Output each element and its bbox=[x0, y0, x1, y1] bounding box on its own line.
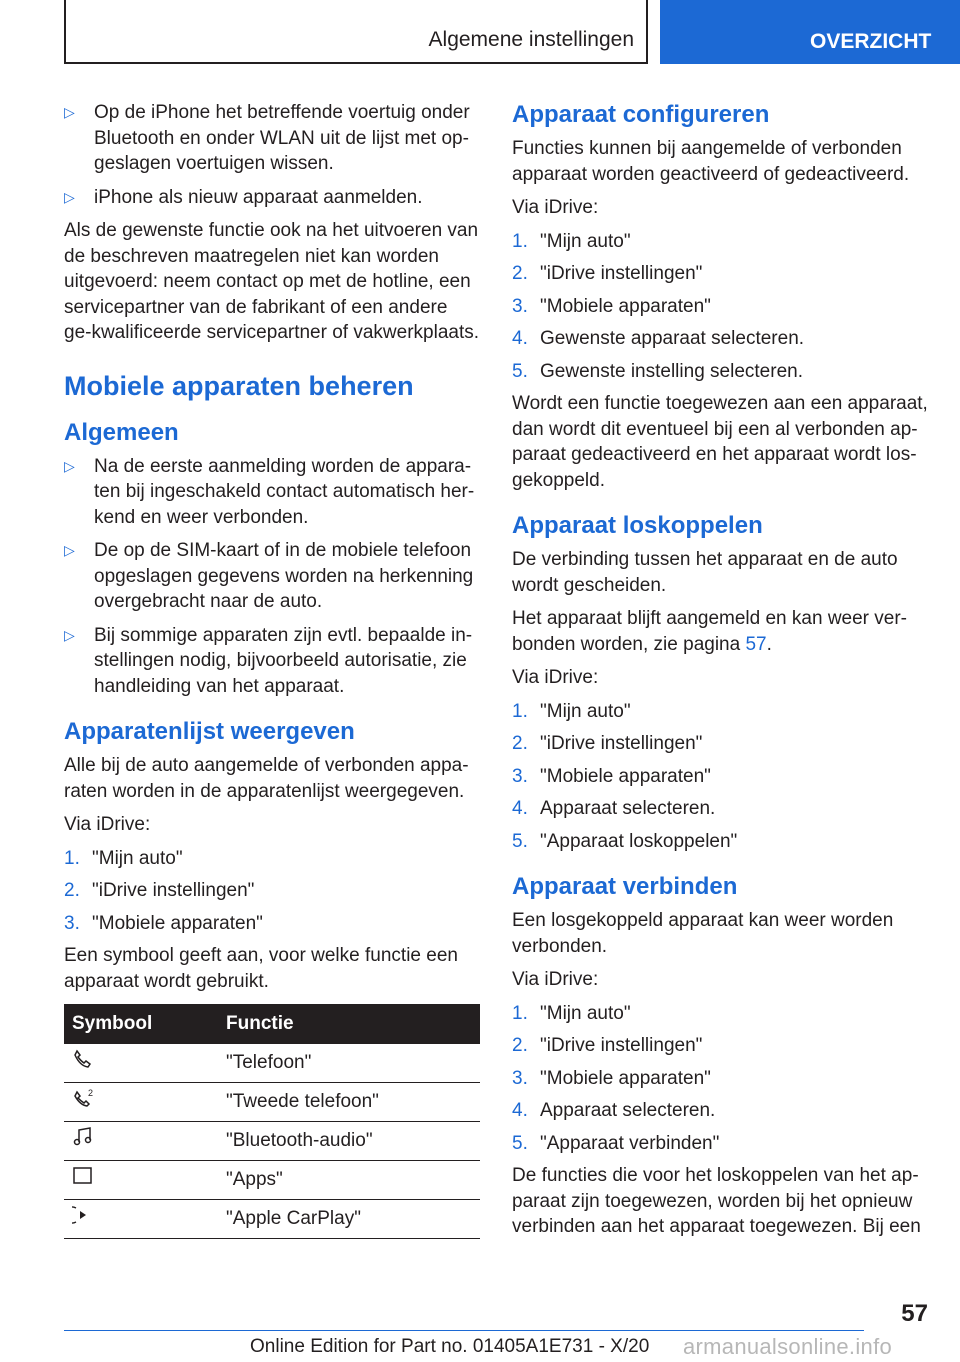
bullet-item: ▷ Na de eerste aanmelding worden de appara-ten bij ingeschakeld contact automatisch her-kend en weer verbonden. bbox=[64, 455, 475, 528]
symbol-table bbox=[64, 1004, 480, 1239]
step-item: 4. Apparaat selecteren. bbox=[512, 798, 716, 819]
step-item: 3. "Mobiele apparaten" bbox=[64, 912, 263, 934]
paragraph-disconnect-2: Het apparaat blijft aangemeld en kan weer ver-bonden worden, zie pagina 57. bbox=[512, 608, 908, 655]
left-column bbox=[64, 100, 480, 1239]
phone-icon bbox=[72, 1049, 92, 1069]
bullet-item: ▷ iPhone als nieuw apparaat aanmelden. bbox=[64, 185, 480, 211]
bullet-item: ▷ Op de iPhone het betreffende voertuig onder Bluetooth en onder WLAN uit de lijst met op-geslagen voertuigen wissen. bbox=[64, 102, 470, 174]
table-row bbox=[64, 1083, 480, 1122]
step-item: 2. "iDrive instellingen" bbox=[64, 880, 255, 901]
table-row bbox=[64, 1122, 480, 1161]
step-item: 5. "Apparaat verbinden" bbox=[512, 1132, 720, 1154]
function-cell: "Tweede telefoon" bbox=[218, 1083, 480, 1122]
paragraph-disconnect-1: De verbinding tussen het apparaat en de auto wordt gescheiden. bbox=[512, 549, 898, 596]
bullet-item: ▷ Bij sommige apparaten zijn evtl. bepaalde in-stellingen nodig, bijvoorbeeld autorisatie, zie handleiding van het apparaat. bbox=[64, 624, 473, 697]
paragraph-connect: Een losgekoppeld apparaat kan weer worden verbonden. bbox=[512, 910, 894, 957]
step-item: 1. "Mijn auto" bbox=[512, 700, 631, 722]
via-idrive-label: Via iDrive: bbox=[512, 197, 599, 218]
table-row bbox=[64, 1161, 480, 1200]
right-column bbox=[512, 100, 932, 1248]
second-phone-icon bbox=[72, 1088, 96, 1108]
step-item: 1. "Mijn auto" bbox=[64, 847, 183, 869]
page-link[interactable]: 57 bbox=[745, 633, 767, 655]
heading-connect: Apparaat verbinden bbox=[512, 873, 738, 900]
triangle-bullet-icon: ▷ bbox=[64, 542, 75, 558]
paragraph-hotline: Als de gewenste functie ook na het uitvoeren van de beschreven maatregelen niet kan worden uitgevoerd: neem contact op met de hotline, een servicepartner van de fabrikant of een andere ge-kwalificeerde servicepartner of vakwerkplaats. bbox=[64, 220, 480, 343]
carplay-play-icon bbox=[72, 1205, 94, 1225]
svg-text:2: 2 bbox=[88, 1088, 94, 1099]
music-note-icon bbox=[72, 1127, 94, 1147]
table-header-symbol: Symbool bbox=[64, 1004, 218, 1044]
header-section-title: Algemene instellingen bbox=[428, 28, 634, 51]
step-item: 5. Gewenste instelling selecteren. bbox=[512, 360, 803, 382]
step-item: 2. "iDrive instellingen" bbox=[512, 1035, 703, 1056]
function-cell: "Bluetooth-audio" bbox=[218, 1122, 480, 1161]
bullet-item: ▷ De op de SIM-kaart of in de mobiele telefoon opgeslagen gegevens worden na herkenning overgebracht naar de auto. bbox=[64, 540, 474, 612]
step-item: 3. "Mobiele apparaten" bbox=[512, 295, 711, 317]
function-cell: "Apple CarPlay" bbox=[218, 1200, 480, 1239]
paragraph-configure: Functies kunnen bij aangemelde of verbonden apparaat worden geactiveerd of gedeactiveerd. bbox=[512, 138, 910, 185]
header-section-box bbox=[64, 0, 648, 64]
table-row bbox=[64, 1200, 480, 1239]
step-item: 3. "Mobiele apparaten" bbox=[512, 765, 711, 787]
table-header-function: Functie bbox=[218, 1004, 480, 1044]
heading-configure: Apparaat configureren bbox=[512, 101, 770, 128]
heading-disconnect: Apparaat loskoppelen bbox=[512, 512, 763, 539]
triangle-bullet-icon: ▷ bbox=[64, 626, 75, 643]
watermark: armanualsonline.info bbox=[683, 1334, 893, 1359]
step-item: 1. "Mijn auto" bbox=[512, 230, 631, 252]
function-cell: "Apps" bbox=[218, 1161, 480, 1200]
step-item: 4. Apparaat selecteren. bbox=[512, 1100, 716, 1121]
via-idrive-label: Via iDrive: bbox=[512, 667, 599, 688]
header-overview-tab[interactable]: OVERZICHT bbox=[660, 0, 960, 64]
footer-edition: Online Edition for Part no. 01405A1E731 - X/20 bbox=[250, 1336, 650, 1357]
page-number: 57 bbox=[901, 1300, 928, 1327]
heading-device-list: Apparatenlijst weergeven bbox=[64, 718, 355, 745]
function-cell: "Telefoon" bbox=[218, 1044, 480, 1083]
apps-square-icon bbox=[72, 1166, 94, 1186]
footer-divider bbox=[64, 1330, 864, 1331]
paragraph-symbol: Een symbool geeft aan, voor welke functie een apparaat wordt gebruikt. bbox=[64, 945, 458, 992]
triangle-bullet-icon: ▷ bbox=[64, 104, 75, 120]
table-row bbox=[64, 1044, 480, 1083]
step-item: 4. Gewenste apparaat selecteren. bbox=[512, 328, 805, 349]
table-header-row bbox=[64, 1004, 480, 1044]
heading-mobile-devices: Mobiele apparaten beheren bbox=[64, 370, 414, 401]
via-idrive-label: Via iDrive: bbox=[64, 814, 151, 835]
paragraph-connect-2: De functies die voor het loskoppelen van het ap-paraat zijn toegewezen, worden bij het opnieuw verbinden aan het apparaat toegewezen. Bij een bbox=[512, 1165, 921, 1237]
triangle-bullet-icon: ▷ bbox=[64, 457, 75, 474]
step-item: 2. "iDrive instellingen" bbox=[512, 263, 703, 284]
heading-general: Algemeen bbox=[64, 418, 179, 446]
step-item: 5. "Apparaat loskoppelen" bbox=[512, 830, 738, 852]
triangle-bullet-icon: ▷ bbox=[64, 188, 75, 205]
paragraph-configure-2: Wordt een functie toegewezen aan een apparaat, dan wordt dit eventueel bij een al verbonden ap-paraat gedeactiveerd en het apparaat wordt los-gekoppeld. bbox=[512, 393, 928, 491]
via-idrive-label: Via iDrive: bbox=[512, 969, 599, 990]
step-item: 2. "iDrive instellingen" bbox=[512, 733, 703, 754]
step-item: 1. "Mijn auto" bbox=[512, 1002, 631, 1024]
paragraph-device-list: Alle bij de auto aangemelde of verbonden appa-raten worden in de apparatenlijst weergegeven. bbox=[64, 755, 469, 802]
step-item: 3. "Mobiele apparaten" bbox=[512, 1067, 711, 1089]
